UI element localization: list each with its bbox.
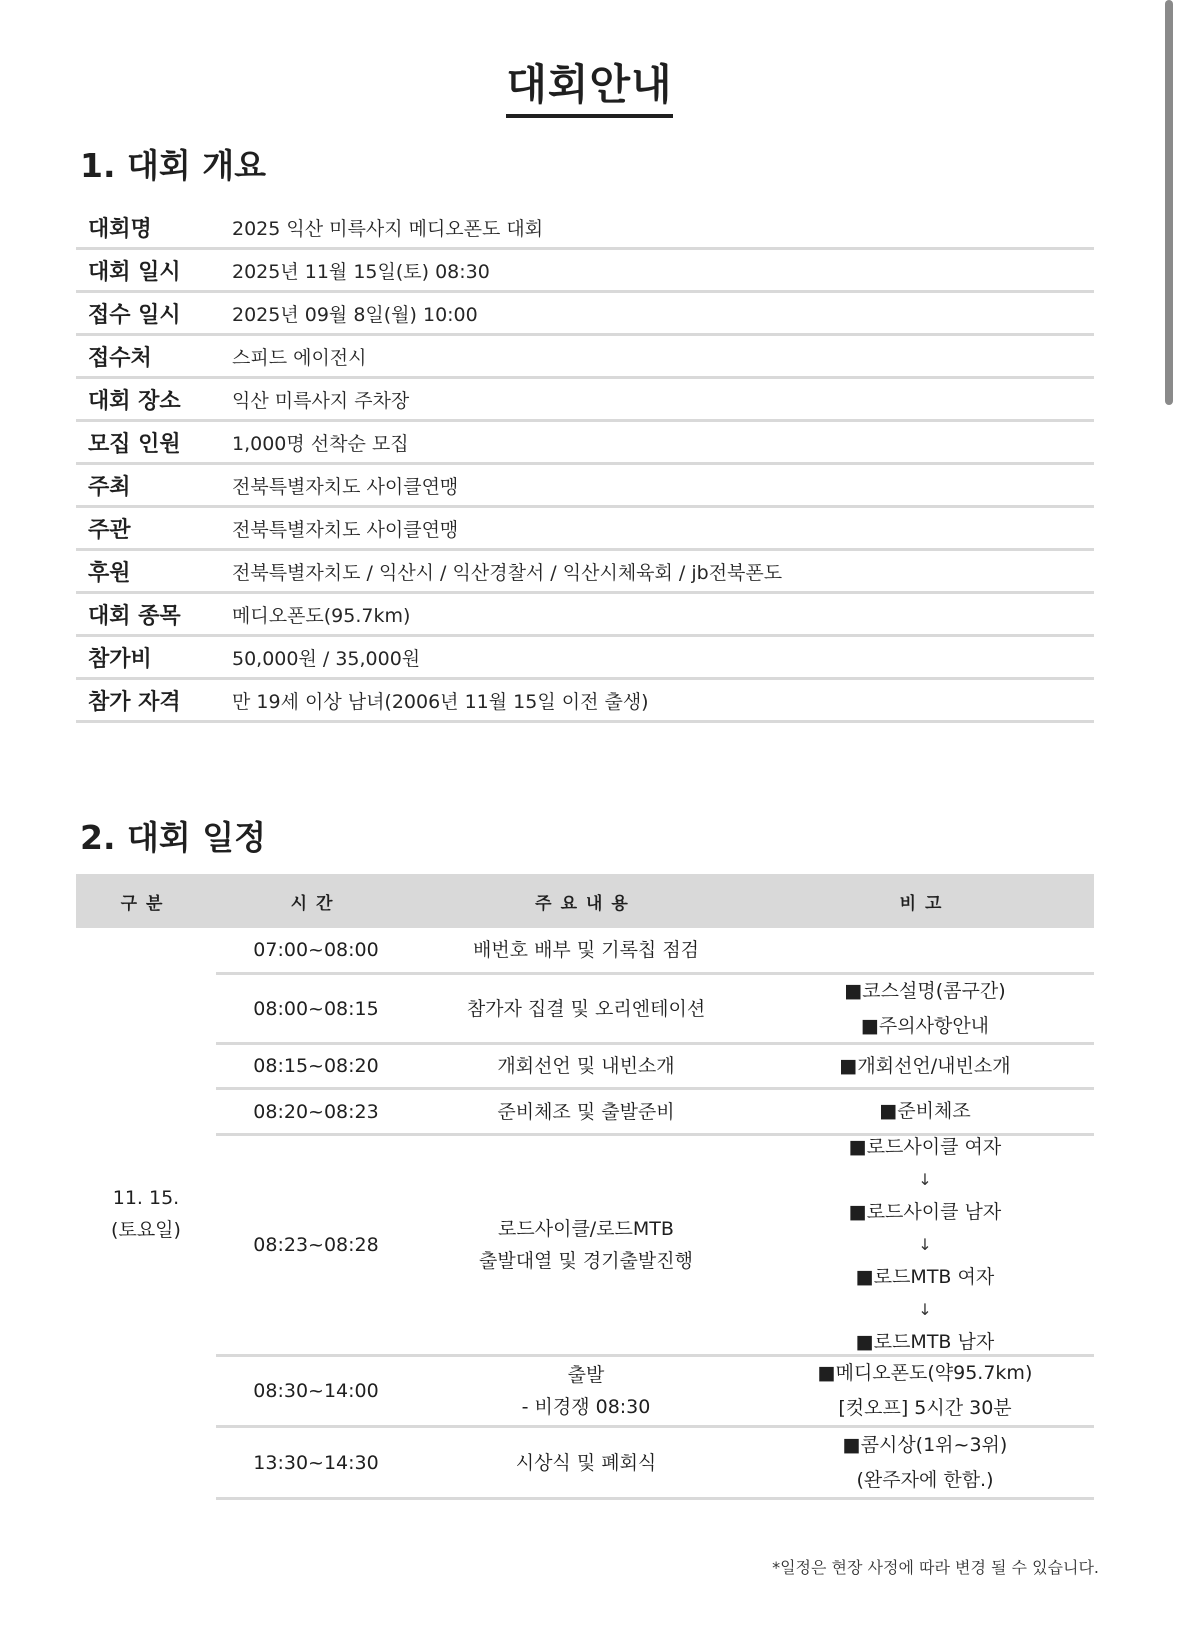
schedule-header: [76, 874, 1094, 928]
row-content: 개회선언 및 내빈소개: [497, 1055, 675, 1077]
note-line: ■로드MTB 여자: [855, 1266, 995, 1288]
row-time: 07:00~08:00: [253, 939, 379, 961]
down-arrow-icon: ↓: [918, 1170, 932, 1189]
content-line: 로드사이클/로드MTB: [498, 1218, 674, 1240]
overview-table: [76, 207, 1094, 723]
overview-label: 주최: [88, 474, 131, 500]
row-content: 배번호 배부 및 기록칩 점검: [472, 939, 700, 961]
schedule-date: [76, 928, 216, 1500]
header-content: 주요내용: [535, 893, 637, 914]
overview-row: [76, 293, 1094, 336]
row-content: 시상식 및 폐회식: [515, 1451, 657, 1474]
page-title-text: 대회안내: [506, 52, 672, 118]
row-time: 08:23~08:28: [253, 1234, 379, 1256]
schedule-footnote: *일정은 현장 사정에 따라 변경 될 수 있습니다.: [772, 1558, 1099, 1577]
overview-row: [76, 551, 1094, 594]
down-arrow-icon: ↓: [918, 1235, 932, 1254]
overview-value: 전북특별자치도 사이클연맹: [232, 518, 459, 541]
overview-row: [76, 336, 1094, 379]
row-note: ■개회선언/내빈소개: [839, 1054, 1011, 1077]
note-line: ■로드사이클 남자: [848, 1201, 1002, 1223]
overview-value: 50,000원 / 35,000원: [232, 647, 421, 670]
row-note: [756, 974, 1094, 1044]
section-schedule-heading: 2. 대회 일정: [80, 818, 266, 857]
overview-row: [76, 508, 1094, 551]
date-line: 11. 15.: [112, 1187, 180, 1209]
overview-value: 1,000명 선착순 모집: [232, 432, 409, 455]
row-content: [416, 1213, 756, 1277]
note-line: ■로드MTB 남자: [855, 1331, 995, 1353]
date-weekday: (토요일): [111, 1219, 181, 1241]
row-time: 08:00~08:15: [253, 997, 379, 1020]
overview-value: 만 19세 이상 남녀(2006년 11월 15일 이전 출생): [232, 690, 649, 713]
schedule-table: [76, 874, 1094, 1500]
overview-value: 2025년 11월 15일(토) 08:30: [232, 260, 490, 283]
overview-row: [76, 250, 1094, 293]
note-line: ■콤시상(1위~3위): [842, 1433, 1008, 1456]
overview-value: 2025 익산 미륵사지 메디오폰도 대회: [232, 217, 544, 240]
note-line: ■주의사항안내: [860, 1014, 990, 1037]
overview-row: [76, 637, 1094, 680]
schedule-row: [216, 1136, 1094, 1357]
overview-row: [76, 680, 1094, 723]
row-content: [416, 1359, 756, 1423]
note-line: (완주자에 한함.): [856, 1468, 994, 1491]
row-time: 13:30~14:30: [253, 1451, 379, 1474]
overview-row: [76, 594, 1094, 637]
row-time: 08:30~14:00: [253, 1380, 379, 1402]
overview-label: 참가 자격: [88, 689, 181, 715]
note-line: [컷오프] 5시간 30분: [838, 1397, 1012, 1419]
overview-value: 스피드 에이전시: [232, 346, 367, 369]
schedule-row: [216, 928, 1094, 975]
header-note: 비고: [899, 893, 951, 914]
schedule-row: [216, 1045, 1094, 1090]
schedule-body: [76, 928, 1094, 1500]
row-time: 08:15~08:20: [253, 1055, 379, 1077]
content-line: - 비경쟁 08:30: [521, 1396, 651, 1418]
row-note: [756, 1428, 1094, 1498]
content-line: 출발: [567, 1364, 605, 1386]
note-line: ■메디오폰도(약95.7km): [817, 1362, 1033, 1384]
section-overview-heading: 1. 대회 개요: [80, 146, 266, 185]
row-time: 08:20~08:23: [253, 1100, 379, 1123]
row-note: [756, 1356, 1094, 1426]
overview-value: 전북특별자치도 사이클연맹: [232, 475, 459, 498]
row-content: 참가자 집결 및 오리엔테이션: [466, 997, 706, 1020]
header-category: 구분: [120, 893, 172, 914]
overview-value: 2025년 09월 8일(월) 10:00: [232, 303, 478, 326]
overview-label: 대회 일시: [88, 259, 181, 285]
header-time: 시간: [290, 893, 342, 914]
overview-row: [76, 465, 1094, 508]
overview-label: 모집 인원: [88, 431, 181, 457]
overview-label: 접수처: [88, 345, 152, 371]
page-title: [0, 52, 1179, 118]
overview-label: 대회 장소: [88, 388, 181, 414]
schedule-row: [216, 1357, 1094, 1428]
overview-label: 대회 종목: [88, 603, 181, 629]
overview-label: 후원: [88, 560, 131, 586]
overview-value: 전북특별자치도 / 익산시 / 익산경찰서 / 익산시체육회 / jb전북폰도: [232, 561, 783, 584]
row-note: ■준비체조: [879, 1100, 971, 1122]
down-arrow-icon: ↓: [918, 1300, 932, 1319]
row-content: 준비체조 및 출발준비: [497, 1100, 675, 1123]
content-line: 출발대열 및 경기출발진행: [479, 1250, 693, 1272]
overview-value: 메디오폰도(95.7km): [232, 604, 411, 627]
schedule-row: [216, 1428, 1094, 1500]
schedule-row: [216, 975, 1094, 1045]
overview-label: 주관: [88, 517, 131, 543]
overview-label: 참가비: [88, 646, 152, 672]
row-note: [756, 1130, 1094, 1360]
overview-row: [76, 422, 1094, 465]
note-line: ■로드사이클 여자: [848, 1136, 1002, 1158]
overview-label: 접수 일시: [88, 302, 181, 328]
overview-label: 대회명: [88, 216, 152, 242]
note-line: ■코스설명(콤구간): [844, 979, 1006, 1002]
overview-row: [76, 379, 1094, 422]
overview-value: 익산 미륵사지 주차장: [232, 389, 410, 412]
overview-row: [76, 207, 1094, 250]
